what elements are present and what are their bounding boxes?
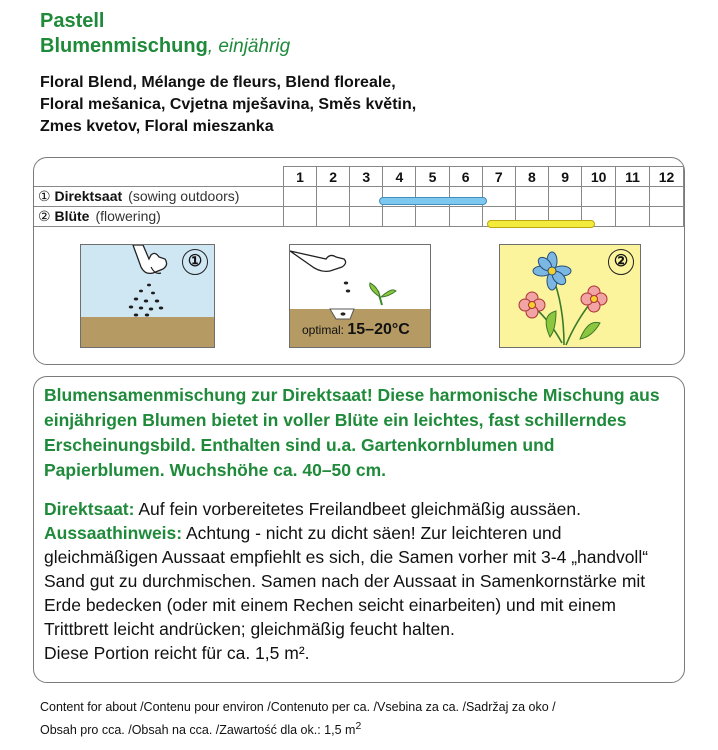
optimal-temperature	[302, 321, 410, 339]
calendar-panel	[33, 157, 685, 365]
portion-text: Diese Portion reicht für ca. 1,5 m².	[44, 643, 310, 663]
product-description: Blumensamenmischung zur Direktsaat! Diese harmonische Mischung aus einjährigen Blumen bietet in voller Blüte ein leichtes, fast schillerndes Erscheinungsbild. Enthalten sind u.a. Gartenkornblumen und Papierblumen. Wuchshöhe ca. 40–50 cm.	[44, 385, 660, 480]
sowing-illustration	[80, 244, 215, 348]
product-subtitle	[40, 35, 290, 58]
optimal-label: optimal:	[302, 323, 345, 337]
calendar-row-label	[34, 187, 283, 207]
translated-names-line: Floral mešanica, Cvjetna mješavina, Směs květin,	[40, 96, 417, 113]
month-header: 6	[449, 167, 482, 187]
sowing-instructions	[44, 497, 680, 665]
calendar-corner	[34, 167, 283, 187]
sowing-calendar	[34, 166, 684, 227]
month-header: 12	[649, 167, 683, 187]
row-name: Blüte	[54, 208, 90, 224]
flowering-period-bar	[487, 220, 595, 228]
hinweis-label: Aussaathinweis:	[44, 523, 183, 543]
row-number: ②	[38, 208, 51, 224]
row-translation: (sowing outdoors)	[128, 188, 240, 204]
product-subtitle-main: Blumenmischung	[40, 35, 208, 57]
translated-names	[40, 72, 416, 138]
content-amount-footer	[40, 698, 556, 740]
month-header: 11	[616, 167, 650, 187]
direktsaat-text: Auf fein vorbereitetes Freilandbeet gleichmäßig aussäen.	[134, 499, 581, 519]
sowing-period-bar	[379, 197, 487, 205]
calendar-row-label	[34, 207, 283, 227]
month-header: 5	[416, 167, 449, 187]
row-translation: (flowering)	[95, 208, 161, 224]
month-header: 1	[283, 167, 316, 187]
direktsaat-paragraph	[44, 497, 680, 521]
month-header: 3	[350, 167, 383, 187]
translated-names-line: Zmes kvetov, Floral mieszanka	[40, 118, 274, 135]
month-header: 10	[582, 167, 616, 187]
product-subtitle-suffix: , einjährig	[207, 36, 291, 57]
footer-line	[40, 717, 556, 740]
month-header: 8	[515, 167, 548, 187]
direktsaat-label: Direktsaat:	[44, 499, 135, 519]
description-panel	[33, 376, 685, 683]
row-number: ①	[38, 188, 51, 204]
row-name: Direktsaat	[54, 188, 123, 204]
translated-names-line: Floral Blend, Mélange de fleurs, Blend floreale,	[40, 74, 396, 91]
hinweis-paragraph	[44, 521, 680, 641]
step-number-badge: ②	[608, 249, 634, 275]
calendar-row-sowing	[34, 187, 684, 207]
hinweis-text: Achtung - nicht zu dicht säen! Zur leichteren und gleichmäßigen Aussaat empfiehlt es sich, die Samen vorher mit 3-4 „handvoll“ Sand gut zu durchmischen. Samen nach der Aussaat in Samenkornstärke mit Erde bedecken (oder mit einem Rechen seicht einarbeiten) und mit einem Trittbrett leicht andrücken; gleichmäßig feucht halten.	[44, 523, 649, 639]
optimal-temperature-value: 15–20°C	[347, 321, 410, 338]
product-title: Pastell	[40, 10, 105, 32]
footer-superscript: 2	[355, 721, 362, 732]
month-header: 9	[549, 167, 582, 187]
month-header: 2	[317, 167, 350, 187]
footer-line: Content for about /Contenu pour environ /Contenuto per ca. /Vsebina za ca. /Sadržaj za oko /	[40, 700, 556, 714]
month-header: 7	[482, 167, 515, 187]
planting-illustration	[289, 244, 431, 348]
flowering-illustration	[499, 244, 641, 348]
month-header: 4	[383, 167, 416, 187]
step-number-badge: ①	[182, 249, 208, 275]
footer-line-text: Obsah pro cca. /Obsah na cca. /Zawartość dla ok.: 1,5 m	[40, 723, 356, 738]
